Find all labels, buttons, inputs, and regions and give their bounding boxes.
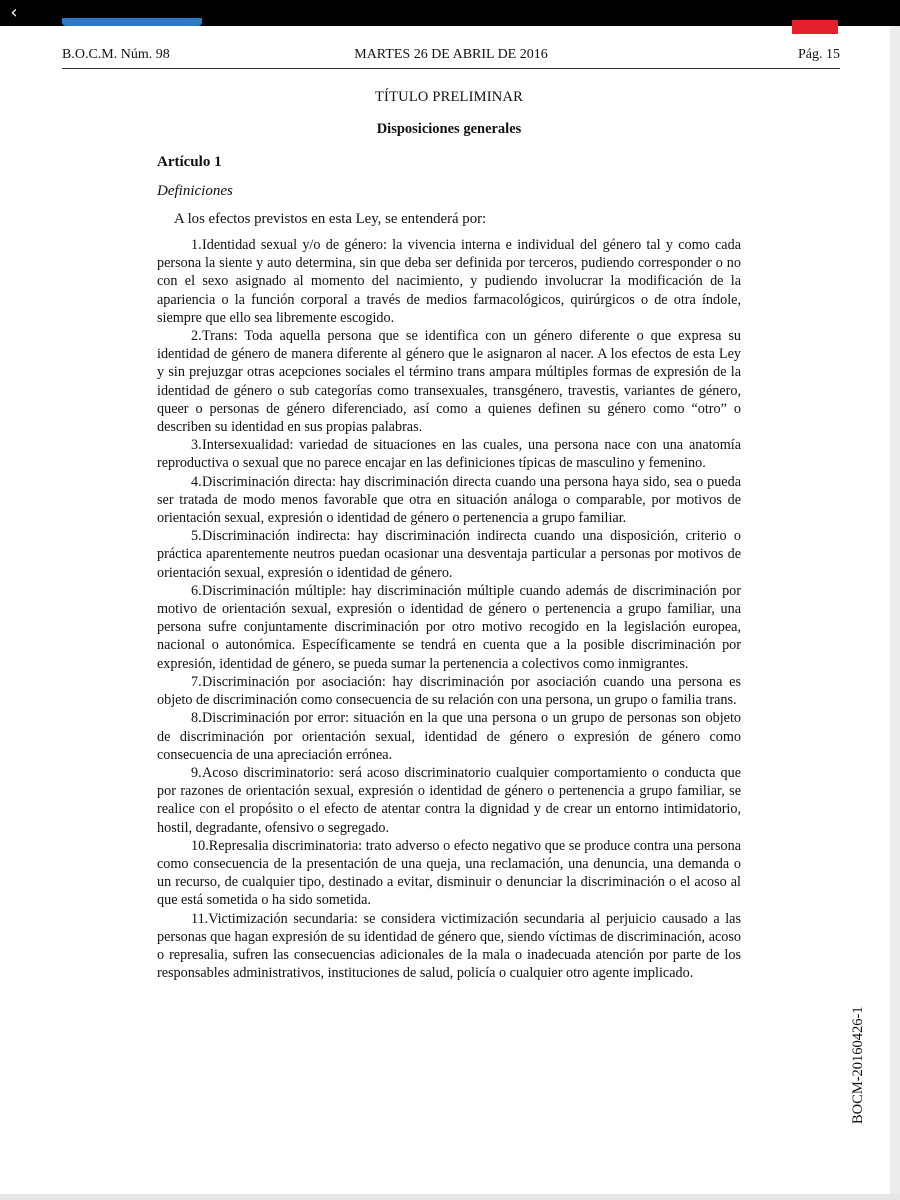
page-number: Pág. 15 xyxy=(798,47,840,62)
item-number: 10. xyxy=(191,837,209,854)
item-text: Represalia discriminatoria: trato adverso o efecto negativo que se produce contra una persona como consecuencia de la presentación de una queja, una reclamación, una denuncia, una demanda o un recurso, de cualquier tipo, destinado a evitar, disminuir o denunciar la discriminación o el acoso al que está sometida o ha sido sometida. xyxy=(157,837,741,909)
item-text: Discriminación por error: situación en la que una persona o un grupo de personas son objeto de discriminación por orientación sexual, identidad de género o expresión de género como consecuencia de una apreciación errónea. xyxy=(157,710,741,763)
definition-item xyxy=(157,910,741,983)
item-text: Identidad sexual y/o de género: la vivencia interna e individual del género tal y como cada persona la siente y auto determina, sin que deba ser definida por terceros, pudiendo corresponder o no con el sexo asignado al momento del nacimiento, y pudiendo involucrar la modificación de la apariencia o la función corporal a través de medios farmacológicos, quirúrgicos o de otra índole, siempre que ello sea libremente escogido. xyxy=(157,237,741,326)
item-number: 1. xyxy=(191,237,202,254)
item-number: 8. xyxy=(191,710,202,727)
definition-item xyxy=(157,709,741,764)
bulletin-number: B.O.C.M. Núm. 98 xyxy=(62,47,170,62)
article-heading: Artículo 1 xyxy=(157,154,222,171)
definition-item xyxy=(157,837,741,910)
document-body xyxy=(157,88,741,982)
definition-item xyxy=(157,236,741,327)
chevron-left-icon[interactable]: ‹ xyxy=(10,2,18,23)
item-number: 7. xyxy=(191,673,202,690)
item-number: 5. xyxy=(191,528,202,545)
definition-item xyxy=(157,327,741,436)
header-rule xyxy=(62,68,840,69)
definition-item xyxy=(157,473,741,528)
item-number: 6. xyxy=(191,582,202,599)
definition-item xyxy=(157,764,741,837)
item-text: Acoso discriminatorio: será acoso discriminatorio cualquier comportamiento o conducta que por razones de orientación sexual, expresión o identidad de género o pertenencia a grupo familiar, se realice con el propósito o el efecto de atentar contra la dignidad y de crear un entorno intimidatorio, hostil, degradante, ofensivo o segregado. xyxy=(157,764,741,836)
item-text: Discriminación por asociación: hay discriminación por asociación cuando una persona es objeto de discriminación como consecuencia de su relación con una persona, un grupo o familia trans. xyxy=(157,673,741,709)
item-text: Victimización secundaria: se considera victimización secundaria al perjuicio causado a las personas que hagan expresión de su identidad de género que, siendo víctimas de discriminación, acoso o represalia, sufren las consecuencias adicionales de la mala o inadecuada atención por parte de los responsables administrativos, instituciones de salud, policía o cualquier otro agente implicado. xyxy=(157,910,741,982)
item-text: Discriminación directa: hay discriminación directa cuando una persona haya sido, sea o pueda ser tratada de modo menos favorable que otra en situación análoga o comparable, por motivos de orientación sexual, expresión o identidad de género o pertenencia a grupo familiar. xyxy=(157,473,741,527)
item-number: 11. xyxy=(191,910,209,927)
item-text: Discriminación múltiple: hay discriminación múltiple cuando además de discriminación por motivo de orientación sexual, expresión o identidad de género o pertenencia a grupo familiar, una persona sufre conjuntamente discriminación por otro motivo recogido en la legislación europea, nacional o autonómica. Específicamente se tendrá en cuenta que a la posible discriminación por expresión, identidad de género, se pueda sumar la pertenencia a colectivos como inmigrantes. xyxy=(157,582,741,672)
item-text: Discriminación indirecta: hay discriminación indirecta cuando una disposición, criterio o práctica aparentemente neutros puedan ocasionar una desventaja particular a personas por motivos de orientación sexual, expresión o identidad de género. xyxy=(157,528,741,581)
definition-item xyxy=(157,582,741,673)
definition-item xyxy=(157,527,741,582)
page-edge xyxy=(890,26,900,1200)
red-corner-mark xyxy=(792,20,838,34)
section-title: TÍTULO PRELIMINAR xyxy=(375,89,523,105)
section-subtitle: Disposiciones generales xyxy=(376,121,522,138)
item-number: 2. xyxy=(191,328,202,345)
bocm-logo-fragment xyxy=(62,18,202,26)
item-text: Intersexualidad: variedad de situaciones en las cuales, una persona nace con una anatomía reproductiva o sexual que no parece encajar en las definiciones típicas de masculino y femenino. xyxy=(157,437,741,472)
item-number: 3. xyxy=(191,437,202,454)
item-number: 9. xyxy=(191,764,202,781)
definition-item xyxy=(157,436,741,472)
bulletin-date: MARTES 26 DE ABRIL DE 2016 xyxy=(354,47,548,62)
definition-item xyxy=(157,673,741,709)
item-text: Trans: Toda aquella persona que se identifica con un género diferente o que expresa su identidad de género de manera diferente al género que le asignaron al nacer. A los efectos de esta Ley y sin prejuzgar otras acepciones sociales el término trans ampara múltiples formas de expresión de la identidad de género o sub categorías como transexuales, transgénero, travestis, variantes de género, queer o personas de género diferenciado, así como a quienes definen su género como “otro” o describen su identidad en sus propias palabras. xyxy=(157,328,741,436)
page-bottom-edge xyxy=(0,1194,900,1200)
item-number: 4. xyxy=(191,473,202,490)
article-subheading: Definiciones xyxy=(157,182,233,199)
intro-paragraph: A los efectos previstos en esta Ley, se entenderá por: xyxy=(174,210,487,227)
